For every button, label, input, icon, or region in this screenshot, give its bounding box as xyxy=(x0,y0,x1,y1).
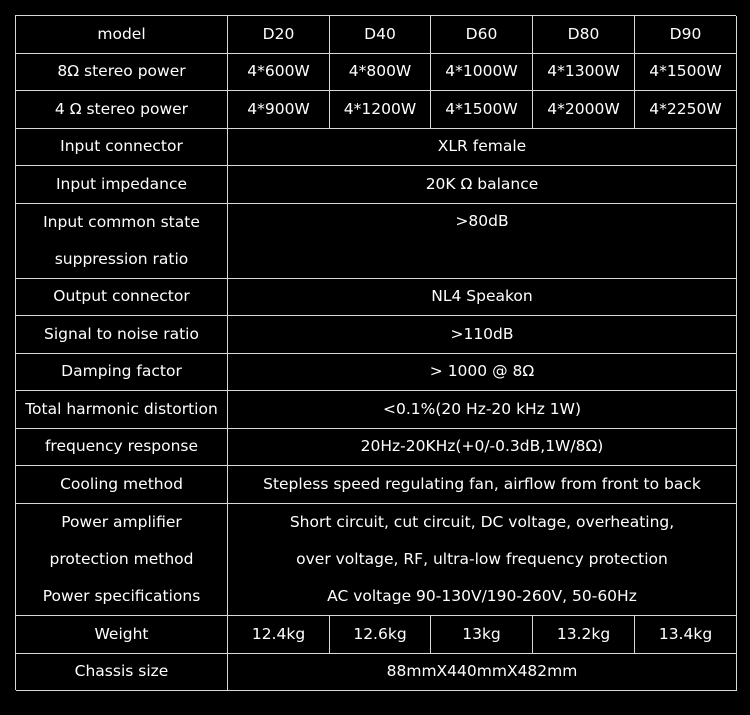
snr-label: Signal to noise ratio xyxy=(16,316,228,354)
power-spec-label: Power specifications xyxy=(16,579,228,617)
header-label: model xyxy=(16,16,228,54)
weight-value: 12.6kg xyxy=(330,616,431,654)
snr-value: >110dB xyxy=(228,316,737,354)
cooling-value: Stepless speed regulating fan, airflow from front to back xyxy=(228,466,737,504)
input-connector-value: XLR female xyxy=(228,129,737,167)
input-connector-label: Input connector xyxy=(16,129,228,167)
thd-label: Total harmonic distortion xyxy=(16,391,228,429)
output-connector-label: Output connector xyxy=(16,279,228,317)
chassis-label: Chassis size xyxy=(16,654,228,692)
weight-value: 13.2kg xyxy=(533,616,635,654)
protection-value-line2: over voltage, RF, ultra-low frequency protection xyxy=(228,541,737,579)
spec-table xyxy=(15,15,736,690)
stereo-8-value: 4*600W xyxy=(228,54,330,92)
stereo-4-value: 4*1200W xyxy=(330,91,431,129)
stereo-8-value: 4*1000W xyxy=(431,54,533,92)
weight-label: Weight xyxy=(16,616,228,654)
model-d40: D40 xyxy=(330,16,431,54)
stereo-4-value: 4*900W xyxy=(228,91,330,129)
stereo-8-value: 4*1500W xyxy=(635,54,737,92)
stereo-4-value: 4*1500W xyxy=(431,91,533,129)
damping-value: > 1000 @ 8Ω xyxy=(228,354,737,392)
stereo-4-label: 4 Ω stereo power xyxy=(16,91,228,129)
stereo-4-value: 4*2250W xyxy=(635,91,737,129)
stereo-8-value: 4*800W xyxy=(330,54,431,92)
model-d90: D90 xyxy=(635,16,737,54)
cmrr-label-line1: Input common state xyxy=(16,204,228,242)
model-d20: D20 xyxy=(228,16,330,54)
cooling-label: Cooling method xyxy=(16,466,228,504)
model-d60: D60 xyxy=(431,16,533,54)
input-impedance-value: 20K Ω balance xyxy=(228,166,737,204)
stereo-8-value: 4*1300W xyxy=(533,54,635,92)
protection-value-line1: Short circuit, cut circuit, DC voltage, overheating, xyxy=(228,504,737,542)
cmrr-value: >80dB xyxy=(228,204,737,279)
weight-value: 13kg xyxy=(431,616,533,654)
stereo-4-value: 4*2000W xyxy=(533,91,635,129)
protection-label-line1: Power amplifier xyxy=(16,504,228,542)
stereo-8-label: 8Ω stereo power xyxy=(16,54,228,92)
weight-value: 13.4kg xyxy=(635,616,737,654)
damping-label: Damping factor xyxy=(16,354,228,392)
protection-label-line2: protection method xyxy=(16,541,228,579)
frequency-value: 20Hz-20KHz(+0/-0.3dB,1W/8Ω) xyxy=(228,429,737,467)
chassis-value: 88mmX440mmX482mm xyxy=(228,654,737,692)
thd-value: <0.1%(20 Hz-20 kHz 1W) xyxy=(228,391,737,429)
output-connector-value: NL4 Speakon xyxy=(228,279,737,317)
model-d80: D80 xyxy=(533,16,635,54)
cmrr-label-line2: suppression ratio xyxy=(16,241,228,279)
power-spec-value: AC voltage 90-130V/190-260V, 50-60Hz xyxy=(228,579,737,617)
frequency-label: frequency response xyxy=(16,429,228,467)
weight-value: 12.4kg xyxy=(228,616,330,654)
input-impedance-label: Input impedance xyxy=(16,166,228,204)
